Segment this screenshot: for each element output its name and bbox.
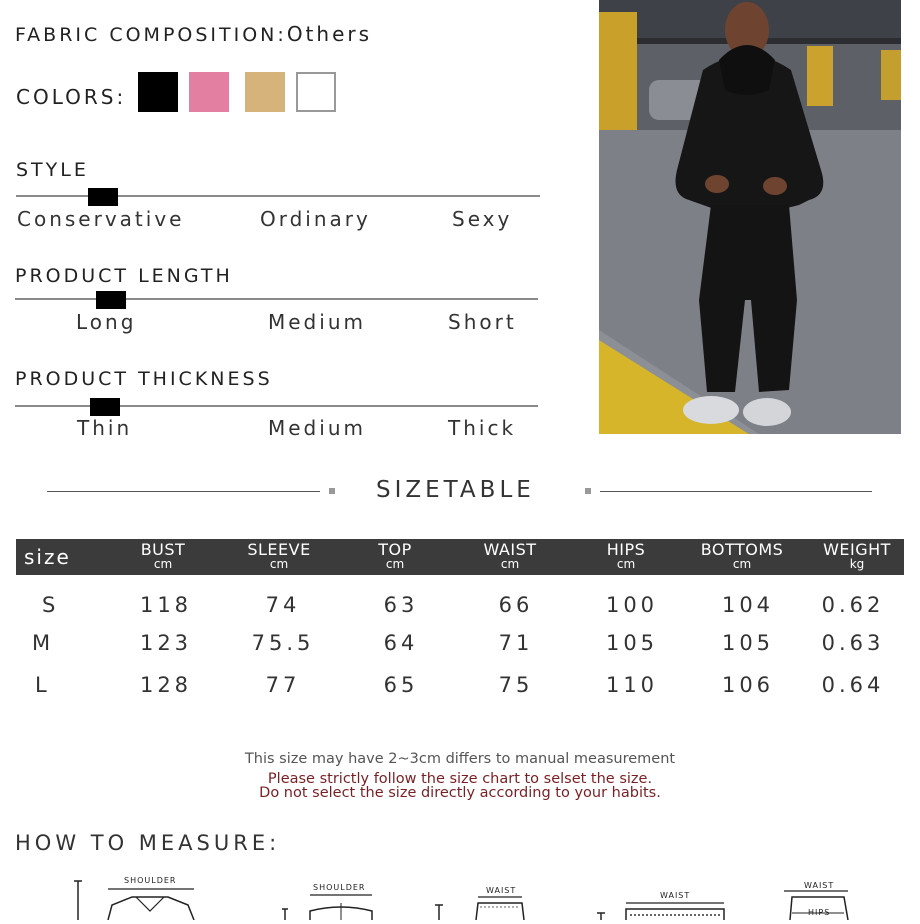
header-bust-unit: cm: [153, 557, 173, 571]
diagram-pants-hips: [778, 875, 868, 924]
diagram-hoodie-back: [276, 875, 386, 924]
note-measurement: This size may have 2~3cm differs to manual measurement: [244, 751, 676, 767]
how-to-measure-title: HOW TO MEASURE:: [15, 831, 281, 855]
header-waist-unit: cm: [500, 557, 520, 571]
sizetable-dot-left: [329, 488, 335, 494]
diagram-hoodie-front: [72, 875, 212, 924]
row-l-sleeve: 77: [265, 673, 301, 697]
diagram-label-hips: HIPS: [808, 908, 831, 917]
header-top: [335, 542, 455, 570]
color-swatch-pink[interactable]: [189, 72, 229, 112]
header-waist-label: WAIST: [483, 540, 537, 559]
style-option-sexy: Sexy: [452, 207, 513, 231]
diagram-label-waist-3: WAIST: [804, 881, 835, 890]
sizetable-title: SIZETABLE: [376, 477, 535, 503]
diagram-pants-waist: [594, 875, 744, 924]
fabric-composition: [15, 22, 372, 46]
row-s-waist: 66: [498, 593, 534, 617]
row-l-weight: 0.64: [821, 673, 885, 697]
header-size: size: [24, 545, 71, 569]
row-m-waist: 71: [498, 631, 534, 655]
diagram-pants-front: [432, 875, 542, 924]
header-top-unit: cm: [385, 557, 405, 571]
header-bust-label: BUST: [140, 540, 186, 559]
header-bottoms-unit: cm: [732, 557, 752, 571]
size-table-header: [16, 539, 904, 575]
header-bust: [103, 542, 223, 570]
color-swatch-black[interactable]: [138, 72, 178, 112]
length-slider-knob: [96, 291, 126, 309]
sizetable-dot-right: [585, 488, 591, 494]
row-m-weight: 0.63: [821, 631, 885, 655]
diagram-label-waist-2: WAIST: [660, 891, 691, 900]
sizetable-divider-right: [600, 491, 872, 492]
header-weight-unit: kg: [849, 557, 865, 571]
row-m-bust: 123: [139, 631, 193, 655]
length-option-medium: Medium: [268, 310, 366, 334]
diagram-label-waist-1: WAIST: [486, 886, 517, 895]
colors-label: COLORS:: [16, 85, 127, 109]
style-option-ordinary: Ordinary: [260, 207, 371, 231]
diagram-label-shoulder-1: SHOULDER: [124, 876, 177, 885]
style-title: STYLE: [16, 159, 89, 181]
header-hips: [566, 542, 686, 570]
thickness-option-medium: Medium: [268, 416, 366, 440]
row-l-bust: 128: [139, 673, 193, 697]
header-sleeve-label: SLEEVE: [247, 540, 311, 559]
diagram-label-shoulder-2: SHOULDER: [313, 883, 366, 892]
model-illustration: [599, 0, 901, 434]
row-l-waist: 75: [498, 673, 534, 697]
row-s-top: 63: [383, 593, 419, 617]
header-sleeve-unit: cm: [269, 557, 289, 571]
sizetable-divider-left: [47, 491, 320, 492]
row-l-top: 65: [383, 673, 419, 697]
fabric-label: FABRIC COMPOSITION:: [15, 24, 287, 46]
length-option-long: Long: [76, 310, 137, 334]
row-m-size: M: [32, 631, 55, 655]
row-s-hips: 100: [605, 593, 659, 617]
header-bottoms: [682, 542, 802, 570]
row-m-sleeve: 75.5: [251, 631, 315, 655]
header-top-label: TOP: [378, 540, 412, 559]
row-s-weight: 0.62: [821, 593, 885, 617]
row-m-hips: 105: [605, 631, 659, 655]
fabric-value: Others: [286, 22, 373, 46]
thickness-title: PRODUCT THICKNESS: [15, 368, 273, 390]
row-m-bottoms: 105: [721, 631, 775, 655]
note-habits: Do not select the size directly according to your habits.: [259, 785, 661, 801]
product-photo: [599, 0, 901, 434]
header-bottoms-label: BOTTOMS: [700, 540, 784, 559]
note-follow-chart: Please strictly follow the size chart to selset the size.: [267, 771, 653, 787]
row-s-sleeve: 74: [265, 593, 301, 617]
length-title: PRODUCT LENGTH: [15, 265, 233, 287]
row-l-bottoms: 106: [721, 673, 775, 697]
color-swatch-white[interactable]: [296, 72, 336, 112]
header-weight: [797, 542, 917, 570]
thickness-option-thin: Thin: [77, 416, 133, 440]
row-s-bottoms: 104: [721, 593, 775, 617]
thickness-option-thick: Thick: [448, 416, 517, 440]
row-l-size: L: [35, 673, 51, 697]
header-weight-label: WEIGHT: [823, 540, 891, 559]
length-slider-track: [15, 298, 538, 300]
header-waist: [450, 542, 570, 570]
header-sleeve: [219, 542, 339, 570]
header-hips-unit: cm: [616, 557, 636, 571]
row-s-size: S: [42, 593, 60, 617]
header-hips-label: HIPS: [606, 540, 646, 559]
style-option-conservative: Conservative: [17, 207, 185, 231]
color-swatch-khaki[interactable]: [245, 72, 285, 112]
length-option-short: Short: [448, 310, 517, 334]
style-slider-knob: [88, 188, 118, 206]
thickness-slider-knob: [90, 398, 120, 416]
row-s-bust: 118: [139, 593, 193, 617]
row-l-hips: 110: [605, 673, 659, 697]
row-m-top: 64: [383, 631, 419, 655]
